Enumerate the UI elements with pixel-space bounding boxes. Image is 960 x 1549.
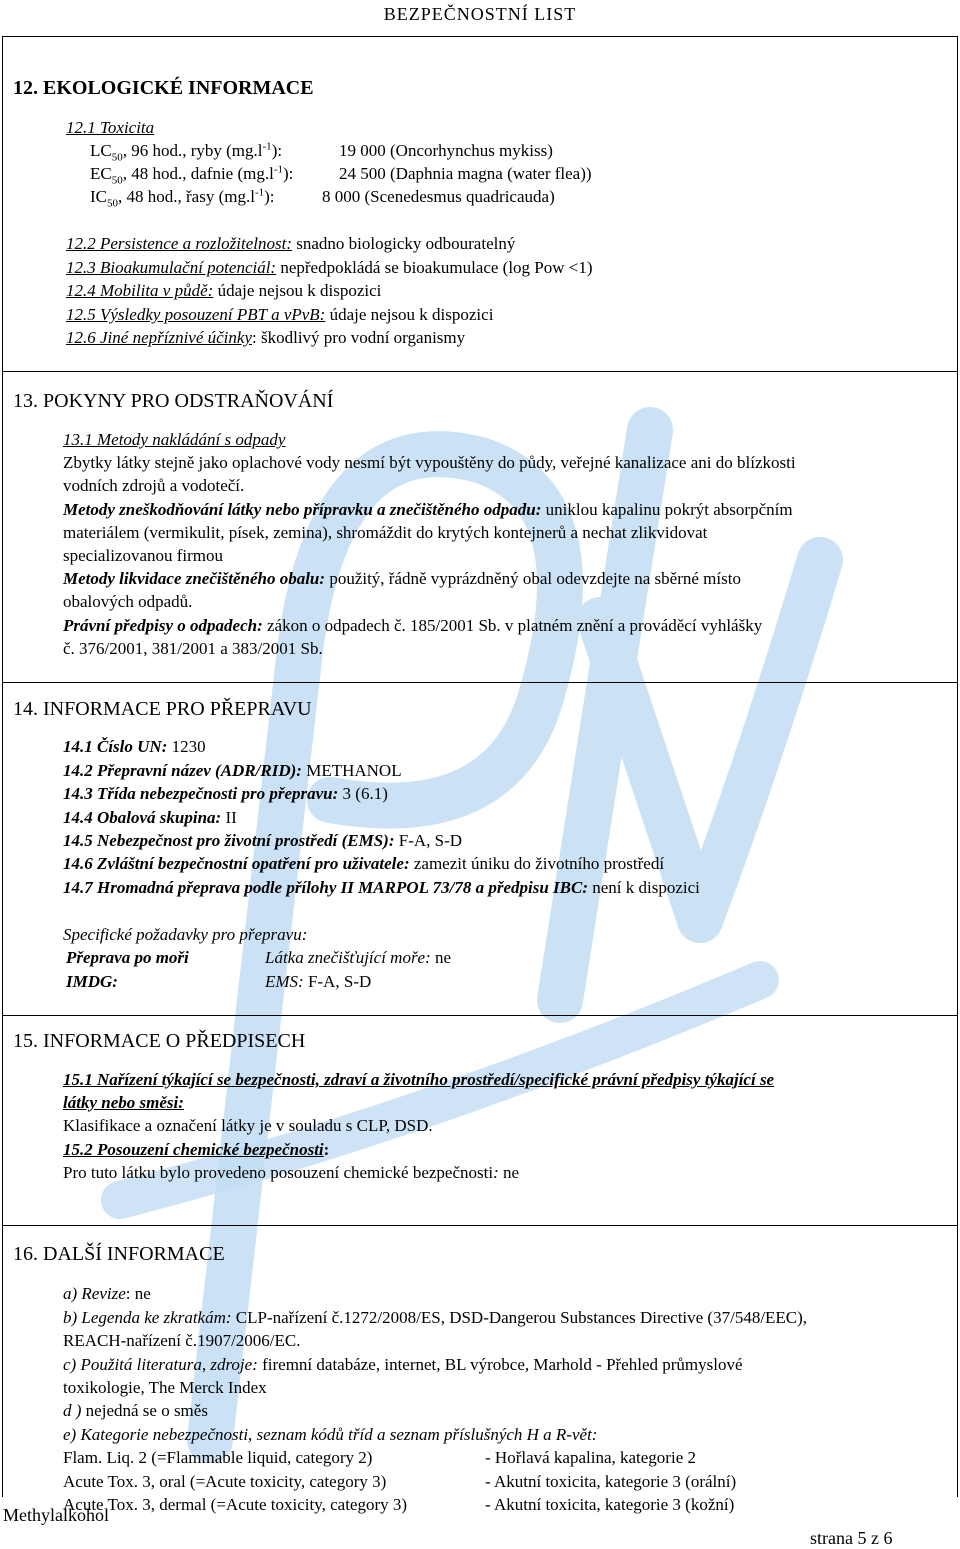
specific-requirements: Specifické požadavky pro přepravu: — [63, 925, 308, 944]
regulations-heading: 15.1 Nařízení týkající se bezpečnosti, zdraví a životního prostředí/specifické právní předpisy týkající se — [63, 1070, 775, 1089]
bioaccumulation-line: 12.3 Bioakumulační potenciál: nepředpokládá se bioakumulace (log Pow <1) — [66, 258, 593, 277]
waste-law-line-2: č. 376/2001, 381/2001 a 383/2001 Sb. — [63, 639, 323, 658]
revision-line: a) Revize: ne — [63, 1284, 151, 1303]
ems-value: EMS: F-A, S-D — [265, 972, 372, 991]
section-14-title: 14. INFORMACE PRO PŘEPRAVU — [13, 698, 312, 720]
abbreviations-line-2: REACH-nařízení č.1907/2006/EC. — [63, 1331, 301, 1350]
abbreviations-line: b) Legenda ke zkratkám: CLP-nařízení č.1272/2008/ES, DSD-Dangerou Substances Directive (37/548/EEC), — [63, 1308, 808, 1327]
sea-transport-label: Přeprava po moři — [66, 948, 189, 967]
section-13 — [3, 371, 957, 658]
section-16 — [3, 1225, 957, 1514]
ec50-label: $EC_{50}$, 48 hod., dafnie $(mg.l^{-1})$: — [90, 163, 294, 187]
section-16-title: 16. DALŠÍ INFORMACE — [13, 1243, 225, 1265]
section-12-title: 12. EKOLOGICKÉ INFORMACE — [13, 77, 314, 99]
disposal-methods-line-2: materiálem (vermikulit, písek, zemina), shromáždit do krytých kontejnerů a nechat zlikvidovat — [63, 523, 708, 542]
packaging-disposal-line-2: obalových odpadů. — [63, 592, 193, 611]
waste-paragraph-1a: Zbytky látky stejně jako oplachové vody nesmí být vypouštěny do půdy, veřejné kanalizace ani do blízkosti — [63, 453, 796, 472]
hazard-row-1: Flam. Liq. 2 (=Flammable liquid, category 2) - Hořlavá kapalina, kategorie 2 — [63, 1448, 696, 1467]
section-15 — [3, 1015, 957, 1182]
footer-product-name: Methylalkohol — [3, 1505, 109, 1525]
persistence-line: 12.2 Persistence a rozložitelnost: snadno biologicky odbouratelný — [66, 234, 516, 253]
other-effects-line: 12.6 Jiné nepříznivé účinky: škodlivý pro vodní organismy — [66, 328, 466, 347]
hazard-row-3: Acute Tox. 3, dermal (=Acute toxicity, category 3) - Akutní toxicita, kategorie 3 (kožní) — [63, 1495, 735, 1514]
toxicity-heading: 12.1 Toxicita — [66, 118, 155, 137]
regulations-heading-2: látky nebo směsi: — [63, 1093, 184, 1112]
un-number: 14.1 Číslo UN: 1230 — [63, 737, 206, 756]
content-frame — [2, 36, 958, 1514]
disposal-methods-line: Metody zneškodňování látky nebo přípravku a znečištěného odpadu: uniklou kapalinu pokrýt absorpčním — [63, 500, 793, 519]
packing-group: 14.4 Obalová skupina: II — [63, 808, 237, 827]
packaging-disposal-line: Metody likvidace znečištěného obalu: použitý, řádně vyprázdněný obal odevzdejte na sběrné místo — [63, 569, 741, 588]
csa-line: Pro tuto látku bylo provedeno posouzení chemické bezpečnosti: ne — [63, 1163, 520, 1182]
environmental-hazard: 14.5 Nebezpečnost pro životní prostředí (EMS): F-A, S-D — [63, 831, 463, 850]
shipping-name: 14.2 Přepravní název (ADR/RID): METHANOL — [63, 761, 402, 780]
literature-line-2: toxikologie, The Merck Index — [63, 1378, 267, 1397]
marine-pollutant: Látka znečišťující moře: ne — [265, 948, 452, 967]
section-13-title: 13. POKYNY PRO ODSTRAŇOVÁNÍ — [13, 390, 334, 412]
ic50-value: 8 000 (Scenedesmus quadricauda) — [322, 187, 555, 206]
hazard-categories-heading: e) Kategorie nebezpečnosti, seznam kódů tříd a seznam příslušných H a R-vět: — [63, 1425, 598, 1444]
disposal-methods-line-3: specializovanou firmou — [63, 546, 224, 565]
classification-line: Klasifikace a označení látky je v souladu s CLP, DSD. — [63, 1116, 433, 1135]
waste-law-line: Právní předpisy o odpadech: zákon o odpadech č. 185/2001 Sb. v platném znění a prováděcí vyhlášky — [63, 616, 763, 635]
footer-page-number: strana 5 z 6 — [810, 1528, 893, 1548]
pbt-line: 12.5 Výsledky posouzení PBT a vPvB: údaje nejsou k dispozici — [66, 305, 494, 324]
lc50-value: 19 000 (Oncorhynchus mykiss) — [339, 141, 553, 160]
document-title: BEZPEČNOSTNÍ LIST — [383, 4, 577, 24]
waste-paragraph-1b: vodních zdrojů a vodotečí. — [63, 476, 245, 495]
section-14 — [3, 682, 957, 991]
mobility-line: 12.4 Mobilita v půdě: údaje nejsou k dispozici — [66, 281, 382, 300]
ic50-label: $IC_{50}$, 48 hod., řasy $(mg.l^{-1})$: — [90, 186, 275, 210]
lc50-label: $LC_{50}$, 96 hod., ryby $(mg.l^{-1})$: — [90, 140, 283, 164]
hazard-row-2: Acute Tox. 3, oral (=Acute toxicity, category 3) - Akutní toxicita, kategorie 3 (orální) — [63, 1472, 737, 1491]
literature-line: c) Použitá literatura, zdroje: firemní databáze, internet, BL výrobce, Marhold - Přehled průmyslové — [63, 1355, 743, 1374]
bulk-transport: 14.7 Hromadná přeprava podle přílohy II MARPOL 73/78 a předpisu IBC: není k dispozici — [63, 878, 700, 897]
mixture-line: d ) nejedná se o směs — [63, 1401, 208, 1420]
waste-methods-heading: 13.1 Metody nakládání s odpady — [63, 430, 286, 449]
csa-heading: 15.2 Posouzení chemické bezpečnosti: — [63, 1140, 330, 1159]
ec50-value: 24 500 (Daphnia magna (water flea)) — [339, 164, 592, 183]
imdg-label: IMDG: — [66, 972, 118, 991]
hazard-class: 14.3 Třída nebezpečnosti pro přepravu: 3 (6.1) — [63, 784, 388, 803]
user-precautions: 14.6 Zvláštní bezpečnostní opatření pro uživatele: zamezit úniku do životního prostředí — [63, 854, 665, 873]
section-15-title: 15. INFORMACE O PŘEDPISECH — [13, 1030, 306, 1052]
